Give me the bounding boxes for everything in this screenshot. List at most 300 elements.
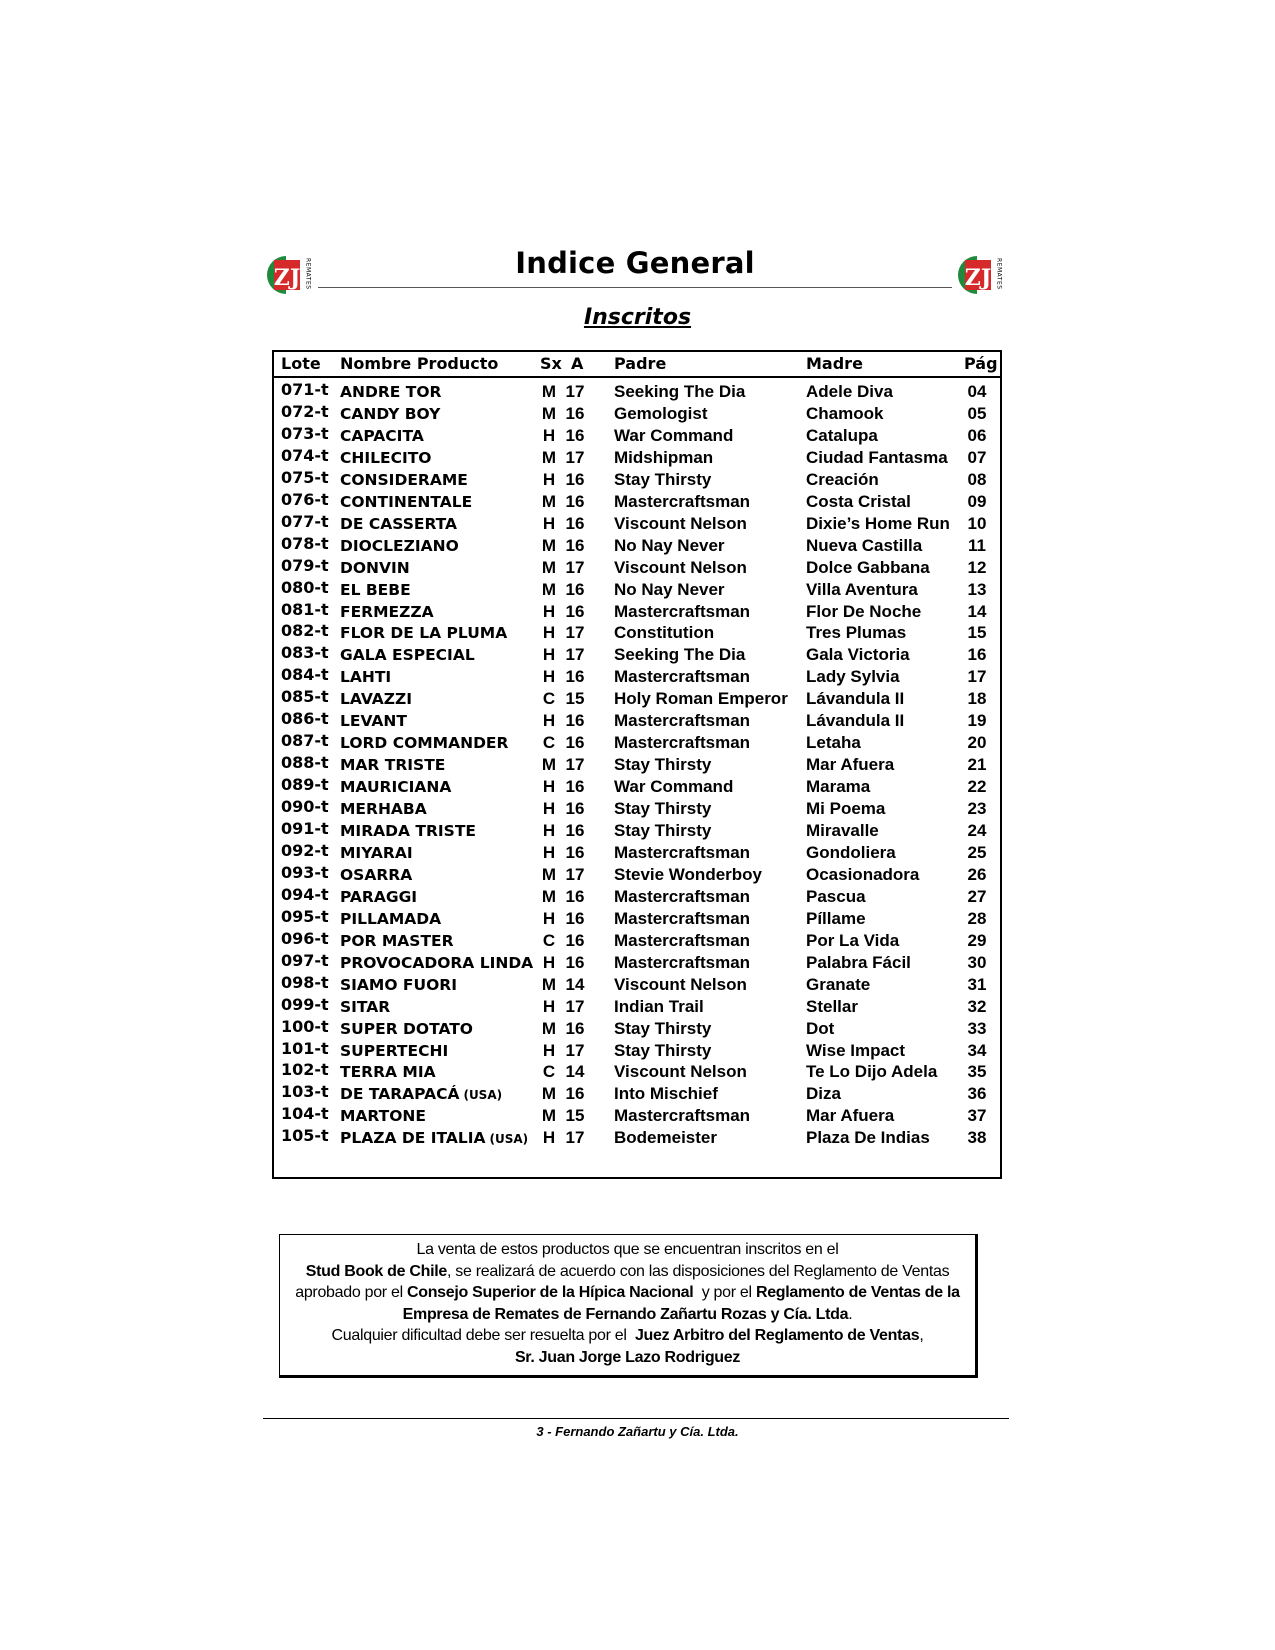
cell-nombre: TERRA MIA — [340, 1063, 436, 1082]
cell-nombre: LEVANT — [340, 712, 407, 731]
table-row — [274, 928, 1000, 954]
cell-nombre: LAHTI — [340, 668, 392, 687]
cell-a: 16 — [565, 535, 585, 555]
table-row — [274, 862, 1000, 888]
cell-madre: Te Lo Dijo Adela — [806, 1062, 938, 1082]
cell-lote: 096-t — [281, 928, 329, 948]
table-row — [274, 533, 1000, 559]
cell-pag: 29 — [967, 930, 987, 950]
cell-sx: M — [541, 864, 557, 884]
cell-padre: Mastercraftsman — [614, 601, 751, 621]
table-row — [274, 382, 1000, 405]
table-row — [274, 445, 1000, 471]
cell-lote: 077-t — [281, 511, 329, 531]
cell-a: 16 — [565, 799, 585, 819]
cell-pag: 22 — [967, 777, 987, 797]
cell-pag: 15 — [967, 623, 987, 643]
svg-text:REMATES: REMATES — [304, 258, 312, 290]
notice-line: Sr. Juan Jorge Lazo Rodriguez — [514, 1348, 741, 1366]
footer-divider — [263, 1418, 1009, 1419]
cell-sx: H — [542, 908, 556, 928]
cell-pag: 35 — [967, 1062, 987, 1082]
origin-suffix: (USA) — [463, 1088, 503, 1103]
table-row — [274, 423, 1000, 449]
cell-sx: C — [542, 1062, 556, 1082]
table-row — [274, 906, 1000, 932]
cell-madre: Tres Plumas — [806, 623, 907, 643]
cell-pag: 16 — [967, 645, 987, 665]
cell-lote: 104-t — [281, 1104, 329, 1124]
cell-madre: Wise Impact — [806, 1040, 906, 1060]
table-row — [274, 667, 1000, 690]
cell-madre: Mi Poema — [806, 799, 886, 819]
cell-sx: M — [541, 1018, 557, 1038]
cell-sx: M — [541, 491, 557, 511]
cell-padre: Stevie Wonderboy — [614, 864, 762, 884]
cell-padre: Viscount Nelson — [614, 1062, 747, 1082]
cell-lote: 094-t — [281, 884, 329, 904]
cell-a: 16 — [565, 491, 585, 511]
table-row — [274, 599, 1000, 625]
cell-nombre: MAR TRISTE — [340, 756, 446, 775]
cell-lote: 090-t — [281, 797, 329, 817]
page-footer: 3 - Fernando Zañartu y Cía. Ltda. — [536, 1424, 739, 1439]
cell-lote: 091-t — [281, 819, 329, 838]
cell-a: 14 — [565, 974, 585, 994]
table-row — [274, 1016, 1000, 1042]
cell-nombre: PROVOCADORA LINDA — [340, 953, 534, 972]
cell-a: 16 — [565, 711, 585, 731]
cell-padre: Mastercraftsman — [614, 842, 751, 862]
cell-a: 17 — [565, 645, 585, 665]
notice-line: Stud Book de Chile, se realizará de acuerdo con las disposiciones del Reglamento de Ventas — [305, 1262, 950, 1280]
notice-line: La venta de estos productos que se encuentran inscritos en el — [416, 1241, 839, 1258]
cell-madre: Nueva Castilla — [806, 535, 923, 555]
cell-padre: Mastercraftsman — [614, 886, 751, 906]
cell-sx: H — [542, 996, 556, 1016]
cell-pag: 04 — [967, 382, 987, 401]
table-row — [274, 401, 1000, 427]
cell-madre: Marama — [806, 777, 871, 797]
cell-madre: Píllame — [806, 908, 866, 928]
cell-a: 16 — [565, 1084, 585, 1104]
cell-nombre: DE CASSERTA — [340, 514, 458, 533]
cell-sx: C — [542, 930, 556, 950]
cell-padre: Mastercraftsman — [614, 711, 751, 731]
table-header — [274, 352, 1000, 378]
company-logo-left — [264, 248, 314, 298]
col-header-sx: Sx — [540, 354, 562, 373]
cell-lote: 101-t — [281, 1038, 329, 1058]
cell-a: 17 — [565, 447, 585, 467]
cell-madre: Lávandula II — [806, 689, 905, 709]
cell-sx: H — [542, 1128, 556, 1148]
cell-pag: 08 — [967, 469, 987, 489]
cell-a: 17 — [565, 864, 585, 884]
col-header-madre: Madre — [806, 354, 863, 373]
cell-pag: 14 — [967, 601, 987, 621]
cell-madre: Lady Sylvia — [806, 667, 900, 687]
cell-pag: 28 — [967, 908, 987, 928]
cell-pag: 24 — [967, 821, 987, 840]
table-row — [274, 777, 1000, 800]
cell-pag: 31 — [967, 974, 987, 994]
cell-lote: 100-t — [281, 1016, 329, 1036]
cell-a: 16 — [565, 886, 585, 906]
table-row — [274, 555, 1000, 581]
page-title: Indice General — [515, 246, 755, 280]
cell-nombre: CAPACITA — [340, 426, 424, 445]
cell-sx: C — [542, 733, 556, 753]
cell-madre: Ocasionadora — [806, 864, 920, 884]
cell-madre: Flor De Noche — [806, 601, 922, 621]
cell-sx: M — [541, 1084, 557, 1104]
cell-a: 16 — [565, 908, 585, 928]
cell-a: 16 — [565, 403, 585, 423]
cell-padre: Mastercraftsman — [614, 667, 751, 687]
cell-a: 16 — [565, 733, 585, 753]
table-row — [274, 467, 1000, 493]
cell-sx: M — [541, 974, 557, 994]
cell-sx: H — [542, 425, 556, 445]
cell-padre: No Nay Never — [614, 535, 725, 555]
cell-pag: 13 — [967, 579, 987, 599]
cell-a: 16 — [565, 777, 585, 797]
cell-a: 15 — [565, 1106, 585, 1126]
cell-padre: Viscount Nelson — [614, 513, 747, 533]
cell-padre: Mastercraftsman — [614, 1106, 751, 1126]
cell-lote: 093-t — [281, 862, 329, 882]
table-row — [274, 577, 1000, 603]
cell-madre: Pascua — [806, 886, 866, 906]
cell-nombre: MIYARAI — [340, 843, 413, 862]
cell-padre: Stay Thirsty — [614, 1040, 712, 1060]
cell-a: 16 — [565, 930, 585, 950]
cell-madre: Plaza De Indias — [806, 1128, 930, 1148]
cell-padre: Seeking The Dia — [614, 382, 746, 401]
cell-lote: 086-t — [281, 709, 329, 729]
table-row — [274, 1062, 1000, 1085]
origin-suffix: (USA) — [489, 1132, 529, 1147]
cell-madre: Dot — [806, 1018, 835, 1038]
cell-pag: 27 — [967, 886, 987, 906]
cell-nombre: PARAGGI — [340, 887, 418, 906]
table-row — [274, 1084, 1000, 1107]
cell-pag: 26 — [967, 864, 987, 884]
cell-sx: M — [541, 755, 557, 775]
cell-nombre: LORD COMMANDER — [340, 734, 509, 753]
index-table — [272, 350, 1002, 1179]
cell-padre: Mastercraftsman — [614, 491, 751, 511]
cell-padre: Viscount Nelson — [614, 974, 747, 994]
cell-madre: Granate — [806, 974, 871, 994]
cell-nombre: LAVAZZI — [340, 690, 413, 709]
cell-madre: Dixie’s Home Run — [806, 513, 950, 533]
cell-padre: Gemologist — [614, 403, 708, 423]
col-header-a: A — [571, 354, 584, 373]
cell-nombre: DE TARAPACÁ (USA) — [340, 1085, 503, 1104]
table-row — [274, 511, 1000, 537]
cell-madre: Dolce Gabbana — [806, 557, 930, 577]
cell-lote: 073-t — [281, 423, 329, 443]
table-row — [274, 489, 1000, 515]
cell-padre: Midshipman — [614, 447, 714, 467]
cell-nombre: EL BEBE — [340, 580, 411, 599]
cell-a: 16 — [565, 821, 585, 840]
col-header-padre: Padre — [614, 354, 667, 373]
cell-nombre: SITAR — [340, 997, 391, 1016]
cell-sx: M — [541, 557, 557, 577]
cell-lote: 103-t — [281, 1082, 329, 1102]
cell-padre: Indian Trail — [614, 996, 704, 1016]
cell-padre: Into Mischief — [614, 1084, 718, 1104]
cell-pag: 37 — [967, 1106, 987, 1126]
cell-sx: M — [541, 403, 557, 423]
cell-pag: 11 — [968, 535, 986, 555]
cell-lote: 095-t — [281, 906, 329, 926]
cell-a: 16 — [565, 667, 585, 687]
cell-pag: 32 — [967, 996, 987, 1016]
cell-nombre: FLOR DE LA PLUMA — [340, 624, 508, 643]
cell-pag: 23 — [967, 799, 987, 819]
cell-a: 16 — [565, 579, 585, 599]
cell-madre: Letaha — [806, 733, 861, 753]
cell-pag: 36 — [967, 1084, 987, 1104]
sales-notice — [279, 1234, 978, 1378]
cell-madre: Creación — [806, 469, 879, 489]
cell-lote: 078-t — [281, 533, 329, 553]
cell-madre: Mar Afuera — [806, 1106, 895, 1126]
cell-sx: M — [541, 447, 557, 467]
cell-padre: War Command — [614, 425, 734, 445]
cell-padre: No Nay Never — [614, 579, 725, 599]
table-row — [274, 1038, 1000, 1064]
cell-madre: Diza — [806, 1084, 841, 1104]
cell-a: 16 — [565, 1018, 585, 1038]
cell-a: 16 — [565, 842, 585, 862]
cell-nombre: PLAZA DE ITALIA (USA) — [340, 1129, 529, 1148]
cell-sx: H — [542, 799, 556, 819]
cell-sx: H — [542, 513, 556, 533]
cell-madre: Gala Victoria — [806, 645, 910, 665]
cell-pag: 17 — [967, 667, 987, 687]
cell-lote: 088-t — [281, 753, 329, 773]
cell-a: 17 — [565, 557, 585, 577]
cell-a: 16 — [565, 513, 585, 533]
table-row — [274, 1106, 1000, 1129]
cell-sx: H — [542, 842, 556, 862]
table-row — [274, 755, 1000, 778]
cell-nombre: SIAMO FUORI — [340, 975, 457, 994]
cell-padre: War Command — [614, 777, 734, 797]
svg-text:ZJ: ZJ — [964, 265, 992, 291]
header-divider — [318, 287, 952, 288]
cell-lote: 076-t — [281, 489, 329, 509]
company-logo-right — [955, 248, 1005, 298]
cell-madre: Adele Diva — [806, 382, 893, 401]
cell-padre: Stay Thirsty — [614, 1018, 712, 1038]
cell-padre: Mastercraftsman — [614, 952, 751, 972]
cell-padre: Bodemeister — [614, 1128, 717, 1148]
cell-nombre: SUPER DOTATO — [340, 1019, 473, 1038]
table-row — [274, 689, 1000, 712]
cell-a: 17 — [565, 1128, 585, 1148]
cell-pag: 21 — [967, 755, 987, 775]
cell-madre: Chamook — [806, 403, 884, 423]
cell-nombre: FERMEZZA — [340, 602, 434, 621]
cell-nombre: CHILECITO — [340, 448, 432, 467]
cell-sx: H — [542, 1040, 556, 1060]
cell-nombre: ANDRE TOR — [340, 383, 442, 401]
cell-pag: 05 — [967, 403, 987, 423]
cell-padre: Stay Thirsty — [614, 821, 712, 840]
cell-lote: 084-t — [281, 665, 329, 685]
svg-text:ZJ: ZJ — [273, 265, 301, 291]
cell-lote: 082-t — [281, 621, 329, 641]
cell-padre: Mastercraftsman — [614, 930, 751, 950]
notice-line: Empresa de Remates de Fernando Zañartu Rozas y Cía. Ltda. — [402, 1305, 853, 1323]
cell-padre: Stay Thirsty — [614, 799, 712, 819]
cell-sx: M — [541, 535, 557, 555]
cell-lote: 085-t — [281, 687, 329, 707]
cell-a: 17 — [565, 623, 585, 643]
cell-sx: H — [542, 601, 556, 621]
cell-madre: Catalupa — [806, 425, 878, 445]
cell-madre: Palabra Fácil — [806, 952, 911, 972]
cell-sx: H — [542, 623, 556, 643]
cell-nombre: CANDY BOY — [340, 404, 441, 423]
cell-madre: Por La Vida — [806, 930, 900, 950]
cell-a: 15 — [565, 689, 585, 709]
cell-pag: 06 — [967, 425, 987, 445]
cell-sx: M — [541, 579, 557, 599]
cell-nombre: MERHABA — [340, 800, 427, 819]
cell-pag: 38 — [967, 1128, 987, 1148]
cell-madre: Villa Aventura — [806, 579, 918, 599]
cell-nombre: MARTONE — [340, 1107, 426, 1126]
cell-sx: C — [542, 689, 556, 709]
cell-lote: 099-t — [281, 994, 329, 1014]
cell-lote: 075-t — [281, 467, 329, 487]
cell-madre: Mar Afuera — [806, 755, 895, 775]
cell-lote: 072-t — [281, 401, 329, 421]
cell-sx: H — [542, 777, 556, 797]
cell-pag: 10 — [967, 513, 987, 533]
cell-a: 17 — [565, 382, 585, 401]
cell-sx: M — [541, 886, 557, 906]
cell-lote: 097-t — [281, 950, 329, 970]
cell-lote: 102-t — [281, 1060, 329, 1080]
cell-padre: Mastercraftsman — [614, 733, 751, 753]
cell-lote: 092-t — [281, 840, 329, 860]
cell-pag: 25 — [967, 842, 987, 862]
cell-lote: 071-t — [281, 380, 329, 399]
cell-padre: Stay Thirsty — [614, 469, 712, 489]
cell-pag: 34 — [967, 1040, 987, 1060]
cell-padre: Constitution — [614, 623, 715, 643]
cell-sx: H — [542, 711, 556, 731]
cell-nombre: SUPERTECHI — [340, 1041, 449, 1060]
cell-padre: Viscount Nelson — [614, 557, 747, 577]
cell-nombre: OSARRA — [340, 865, 413, 884]
table-row — [274, 972, 1000, 998]
col-header-pag: Pág — [964, 354, 998, 373]
cell-sx: H — [542, 952, 556, 972]
cell-nombre: CONSIDERAME — [340, 470, 468, 489]
cell-pag: 07 — [967, 447, 987, 467]
cell-a: 16 — [565, 425, 585, 445]
cell-a: 17 — [565, 1040, 585, 1060]
cell-nombre: PILLAMADA — [340, 909, 442, 928]
cell-lote: 087-t — [281, 731, 329, 751]
cell-madre: Costa Cristal — [806, 491, 911, 511]
cell-sx: H — [542, 821, 556, 840]
cell-nombre: CONTINENTALE — [340, 492, 473, 511]
cell-a: 16 — [565, 469, 585, 489]
table-row — [274, 950, 1000, 976]
cell-sx: M — [541, 1106, 557, 1126]
svg-text:REMATES: REMATES — [995, 258, 1003, 290]
cell-nombre: MIRADA TRISTE — [340, 822, 476, 840]
cell-pag: 20 — [967, 733, 987, 753]
cell-nombre: GALA ESPECIAL — [340, 646, 475, 665]
table-row — [274, 733, 1000, 756]
cell-madre: Gondoliera — [806, 842, 896, 862]
cell-lote: 079-t — [281, 555, 329, 575]
cell-pag: 19 — [967, 711, 987, 731]
table-row — [274, 1128, 1000, 1151]
cell-madre: Miravalle — [806, 821, 879, 840]
col-header-lote: Lote — [281, 354, 321, 373]
cell-padre: Seeking The Dia — [614, 645, 746, 665]
cell-sx: H — [542, 645, 556, 665]
cell-lote: 083-t — [281, 643, 329, 663]
cell-pag: 09 — [967, 491, 987, 511]
cell-a: 17 — [565, 996, 585, 1016]
cell-sx: H — [542, 469, 556, 489]
cell-pag: 33 — [967, 1018, 987, 1038]
cell-pag: 18 — [967, 689, 987, 709]
cell-padre: Stay Thirsty — [614, 755, 712, 775]
cell-nombre: DONVIN — [340, 558, 410, 577]
cell-padre: Holy Roman Emperor — [614, 689, 788, 709]
col-header-nombre: Nombre Producto — [340, 354, 499, 373]
cell-lote: 080-t — [281, 577, 329, 597]
cell-lote: 089-t — [281, 775, 329, 795]
section-subtitle: Inscritos — [583, 305, 692, 330]
table-row — [274, 821, 1000, 844]
table-row — [274, 884, 1000, 910]
cell-pag: 30 — [967, 952, 987, 972]
cell-lote: 081-t — [281, 599, 329, 619]
cell-padre: Mastercraftsman — [614, 908, 751, 928]
cell-a: 17 — [565, 755, 585, 775]
table-row — [274, 645, 1000, 668]
cell-a: 16 — [565, 601, 585, 621]
cell-a: 16 — [565, 952, 585, 972]
notice-line: Cualquier dificultad debe ser resuelta por el Juez Arbitro del Reglamento de Ventas, — [331, 1327, 924, 1344]
cell-nombre: POR MASTER — [340, 931, 454, 950]
cell-pag: 12 — [967, 557, 987, 577]
cell-nombre: MAURICIANA — [340, 778, 452, 797]
cell-sx: M — [541, 382, 557, 401]
cell-sx: H — [542, 667, 556, 687]
table-row — [274, 799, 1000, 822]
cell-lote: 098-t — [281, 972, 329, 992]
cell-lote: 105-t — [281, 1126, 329, 1146]
notice-line: aprobado por el Consejo Superior de la Hípica Nacional y por el Reglamento de Ventas de la — [295, 1284, 960, 1301]
cell-lote: 074-t — [281, 445, 329, 465]
